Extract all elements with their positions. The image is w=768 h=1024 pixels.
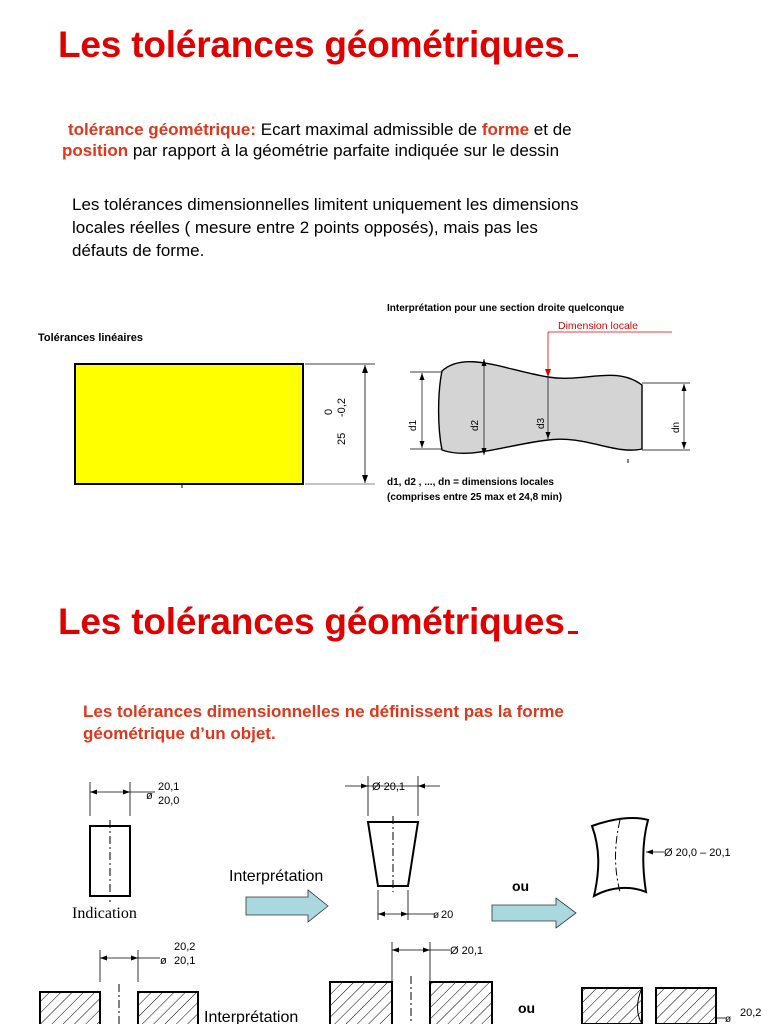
indication-label: Indication xyxy=(72,905,137,922)
r2-dim-upper: 20,2 xyxy=(174,941,196,953)
interpretation-arrow-icon xyxy=(246,890,328,922)
r1-dim-bottom: 20 xyxy=(441,909,454,921)
or-arrow-icon xyxy=(492,898,576,928)
hatched-block-or-right xyxy=(656,988,716,1024)
def-word-position: position xyxy=(62,141,129,160)
r2-ou: ou xyxy=(518,1000,536,1016)
hatched-block-right xyxy=(138,992,198,1024)
hatched-block-interp-left xyxy=(330,982,392,1024)
dn-label: dn xyxy=(671,421,682,433)
part-rectangle xyxy=(75,364,303,484)
fig-right-caption: Interprétation pour une section droite quelconque xyxy=(387,303,625,314)
fig-left-caption: Tolérances linéaires xyxy=(38,332,143,344)
local-dim-label: Dimension locale xyxy=(558,320,638,332)
intro-line: Les tolérances dimensionnelles ne définissent pas la forme xyxy=(83,702,564,721)
wavy-section-shape xyxy=(439,362,642,454)
r1-dim-right: Ø 20,0 – 20,1 xyxy=(664,847,731,859)
r2-dim-top: Ø 20,1 xyxy=(450,945,484,957)
dim-tol-upper: 0 xyxy=(323,408,335,415)
hatched-block-interp-right xyxy=(430,982,492,1024)
linear-tolerance-figure xyxy=(60,355,380,495)
r1-ou: ou xyxy=(512,878,530,894)
definition-paragraph xyxy=(62,119,722,161)
r2-interp-label: Interprétation xyxy=(204,1009,299,1024)
dimension-paragraph xyxy=(72,193,712,262)
hatched-block-left xyxy=(40,992,100,1024)
d1-label: d1 xyxy=(408,419,419,431)
arrow-down-icon xyxy=(545,369,551,377)
dim-tol-lower: -0,2 xyxy=(336,398,348,417)
slide2-title: Les tolérances géométriques xyxy=(58,601,578,643)
r1-dim-top: Ø 20,1 xyxy=(372,781,406,793)
r1-interp-label: Interprétation xyxy=(229,868,324,885)
local-dimensions-figure xyxy=(380,315,710,475)
arrow-down-icon xyxy=(362,475,368,483)
svg-text:ø: ø xyxy=(725,1014,732,1024)
def-text-2: et de xyxy=(533,120,572,139)
slide1-title: Les tolérances géométriques xyxy=(58,24,578,66)
hatched-block-or-left xyxy=(582,988,642,1024)
r2-dim-right: 20,2 xyxy=(740,1007,762,1019)
note-line-2: (comprises entre 25 max et 24,8 min) xyxy=(387,492,563,503)
d2-label: d2 xyxy=(470,419,481,431)
svg-text:ø: ø xyxy=(146,790,153,802)
title-cursor xyxy=(568,631,578,634)
svg-text:ø: ø xyxy=(433,910,440,921)
title-cursor xyxy=(568,54,578,57)
curved-shape xyxy=(592,818,648,896)
def-text-3: par rapport à la géométrie parfaite indiquée sur le dessin xyxy=(132,141,560,160)
def-term: tolérance géométrique: xyxy=(68,120,256,139)
d3-label: d3 xyxy=(536,417,547,429)
r1-dim-upper: 20,1 xyxy=(158,781,180,793)
r2-dim-lower: 20,1 xyxy=(174,955,196,967)
r1-dim-lower: 20,0 xyxy=(158,795,180,807)
para-line: locales réelles ( mesure entre 2 points opposés), mais pas les xyxy=(72,218,538,237)
def-word-forme: forme xyxy=(481,120,530,139)
slide2-intro xyxy=(83,701,723,745)
para-line: défauts de forme. xyxy=(72,241,205,260)
arrow-up-icon xyxy=(362,365,368,373)
local-dims-note xyxy=(387,475,562,505)
interpretation-drawings xyxy=(0,770,768,1024)
svg-text:ø: ø xyxy=(160,955,167,967)
dim-value: 25 xyxy=(336,432,348,445)
def-text-1: Ecart maximal admissible de xyxy=(260,120,478,139)
intro-line: géométrique d’un objet. xyxy=(83,724,276,743)
note-line-1: d1, d2 , ..., dn = dimensions locales xyxy=(387,477,554,488)
para-line: Les tolérances dimensionnelles limitent uniquement les dimensions xyxy=(72,195,579,214)
